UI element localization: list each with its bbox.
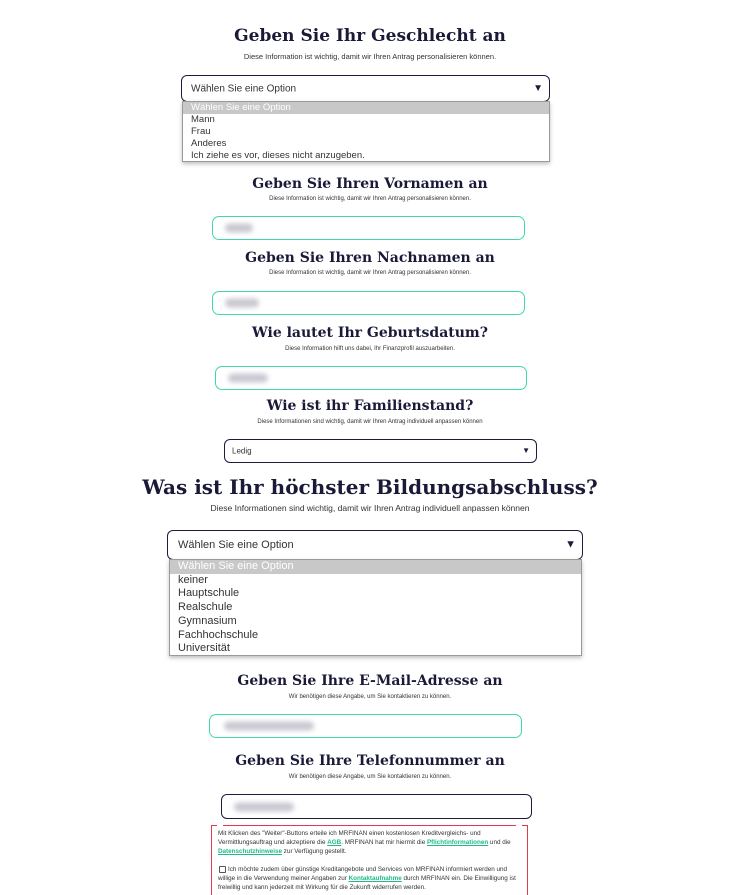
gender-option[interactable]: Ich ziehe es vor, dieses nicht anzugeben. — [191, 150, 365, 161]
lastname-input[interactable] — [212, 291, 525, 315]
redacted-value — [225, 299, 259, 308]
education-dropdown-list — [169, 559, 582, 656]
education-select-value: Wählen Sie eine Option — [178, 539, 294, 551]
gender-option[interactable]: Mann — [191, 114, 215, 125]
education-option[interactable]: Realschule — [178, 601, 233, 614]
terms-text: Mit Klicken des "Weiter"-Buttons erteile ich MRFINAN einen kostenlosen Kreditvergleichs- und Vermittlungsauftrag und akzeptiere die AGB. MRFINAN hat mir hiermit die Pflichtinformationen und die Datenschutzhinweise zur Verfügung gestellt. — [218, 830, 511, 856]
phone-input[interactable] — [221, 794, 532, 819]
lastname-title: Geben Sie Ihren Nachnamen an — [245, 250, 495, 266]
agb-link[interactable]: AGB — [327, 839, 342, 847]
phone-subtitle: Wir benötigen diese Angabe, um Sie kontaktieren zu können. — [288, 774, 452, 780]
firstname-subtitle: Diese Information ist wichtig, damit wir Ihren Antrag personalisieren können. — [269, 196, 471, 202]
email-title: Geben Sie Ihre E-Mail-Adresse an — [237, 673, 503, 689]
redacted-value — [225, 224, 253, 233]
marital-subtitle: Diese Informationen sind wichtig, damit wir Ihren Antrag individuell anpassen können — [257, 419, 483, 425]
education-select[interactable] — [167, 530, 583, 560]
education-option[interactable]: Fachhochschule — [178, 628, 259, 641]
datenschutzhinweise-link[interactable]: Datenschutzhinweise — [218, 848, 283, 856]
marital-title: Wie ist ihr Familienstand? — [266, 398, 474, 414]
gender-option[interactable]: Anderes — [191, 138, 227, 149]
gender-option[interactable]: Wählen Sie eine Option — [183, 102, 549, 114]
birthdate-subtitle: Diese Information hilft uns dabei, Ihr Finanzprofil auszuarbeiten. — [285, 346, 455, 352]
email-subtitle: Wir benötigen diese Angabe, um Sie kontaktieren zu können. — [288, 694, 452, 700]
education-option[interactable]: keiner — [178, 573, 208, 586]
redacted-value — [234, 802, 294, 811]
chevron-down-icon: ▼ — [522, 446, 530, 455]
gender-dropdown-list — [182, 101, 550, 162]
education-option[interactable]: Gymnasium — [178, 614, 237, 627]
lastname-subtitle: Diese Information ist wichtig, damit wir Ihren Antrag personalisieren können. — [269, 270, 471, 276]
education-subtitle: Diese Informationen sind wichtig, damit wir Ihren Antrag individuell anpassen können — [210, 503, 530, 513]
education-option[interactable]: Wählen Sie eine Option — [170, 560, 581, 574]
redacted-value — [228, 374, 268, 383]
education-option[interactable]: Universität — [178, 642, 230, 655]
education-option[interactable]: Hauptschule — [178, 587, 240, 600]
gender-select-value: Wählen Sie eine Option — [191, 83, 297, 94]
firstname-title: Geben Sie Ihren Vornamen an — [252, 176, 488, 192]
marketing-consent-text: Ich möchte zudem über günstige Kreditangebote und Services von MRFINAN informiert werden und willige in die Verwendung meiner Angaben zur Kontaktaufnahme durch MRFINAN ein. Die Einwilligung ist freiwillig und kann jederzeit mit Wirkung für die Zukunft widerrufen werden. — [218, 866, 516, 892]
email-input[interactable] — [209, 714, 522, 738]
consent-box — [211, 825, 528, 895]
birthdate-title: Wie lautet Ihr Geburtsdatum? — [252, 325, 488, 341]
gender-select[interactable] — [181, 75, 550, 102]
firstname-input[interactable] — [212, 216, 525, 240]
chevron-down-icon: ▼ — [533, 82, 543, 94]
education-title: Was ist Ihr höchster Bildungsabschluss? — [142, 475, 598, 499]
redacted-value — [224, 722, 314, 731]
pflichtinformationen-link[interactable]: Pflichtinformationen — [426, 839, 489, 847]
gender-option[interactable]: Frau — [191, 126, 211, 137]
marital-select[interactable] — [224, 439, 537, 463]
birthdate-input[interactable] — [215, 366, 527, 390]
gender-title: Geben Sie Ihr Geschlecht an — [234, 26, 506, 46]
phone-title: Geben Sie Ihre Telefonnummer an — [235, 753, 505, 769]
kontaktaufnahme-link[interactable]: Kontaktaufnahme — [348, 875, 402, 883]
gender-subtitle: Diese Information ist wichtig, damit wir Ihren Antrag personalisieren können. — [243, 52, 497, 61]
marital-select-value: Ledig — [232, 446, 252, 456]
chevron-down-icon: ▼ — [565, 538, 576, 551]
